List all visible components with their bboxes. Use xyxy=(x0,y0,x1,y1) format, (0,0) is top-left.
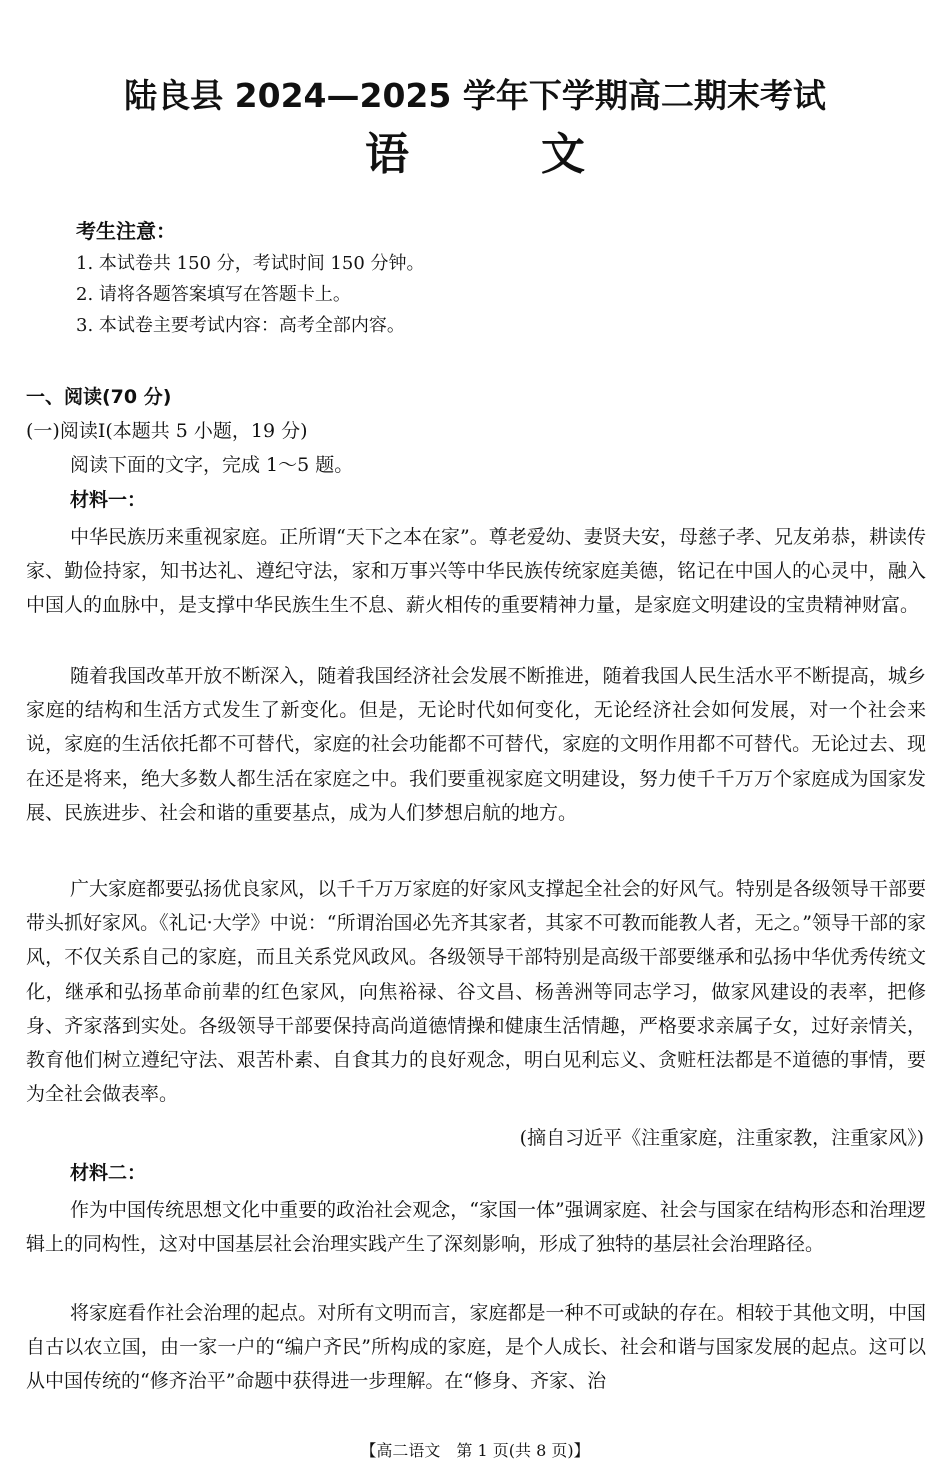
notice-item: 2. 请将各题答案填写在答题卡上。 xyxy=(76,284,351,305)
page-footer: 【高二语文 第 1 页(共 8 页)】 xyxy=(360,1441,590,1460)
material-one-paragraph: 中华民族历来重视家庭。正所谓“天下之本在家”。尊老爱幼、妻贤夫安，母慈子孝、兄友弟恭，耕读传家、勤俭持家，知书达礼、遵纪守法，家和万事兴等中华民族传统家庭美德，铭记在中国人的心灵中，融入中国人的血脉中，是支撑中华民族生生不息、薪火相传的重要精神力量，是家庭文明建设的宝贵精神财富。 xyxy=(26,526,926,617)
section-reading xyxy=(26,380,926,483)
notice-item: 1. 本试卷共 150 分，考试时间 150 分钟。 xyxy=(76,253,425,274)
exam-title: 陆良县 2024—2025 学年下学期高二期末考试 xyxy=(124,76,826,115)
notice-item: 3. 本试卷主要考试内容：高考全部内容。 xyxy=(76,315,405,336)
subject-title: 语 文 xyxy=(365,129,585,180)
material-two-paragraph: 作为中国传统思想文化中重要的政治社会观念，“家国一体”强调家庭、社会与国家在结构形态和治理逻辑上的同构性，这对中国基层社会治理实践产生了深刻影响，形成了独特的基层社会治理路径。 xyxy=(26,1199,926,1256)
notice-heading: 考生注意： xyxy=(76,219,176,243)
material-two-paragraph: 将家庭看作社会治理的起点。对所有文明而言，家庭都是一种不可或缺的存在。相较于其他文明，中国自古以农立国，由一家一户的“编户齐民”所构成的家庭，是个人成长、社会和谐与国家发展的起点。这可以从中国传统的“修齐治平”命题中获得进一步理解。在“修身、齐家、治 xyxy=(26,1302,926,1393)
section-instruction: 阅读下面的文字，完成 1～5 题。 xyxy=(70,454,354,477)
material-one-paragraph: 随着我国改革开放不断深入，随着我国经济社会发展不断推进，随着我国人民生活水平不断提高，城乡家庭的结构和生活方式发生了新变化。但是，无论时代如何变化，无论经济社会如何发展，对一个社会来说，家庭的生活依托都不可替代，家庭的社会功能都不可替代，家庭的文明作用都不可替代。无论过去、现在还是将来，绝大多数人都生活在家庭之中。我们要重视家庭文明建设，努力使千千万万个家庭成为国家发展、民族进步、社会和谐的重要基点，成为人们梦想启航的地方。 xyxy=(26,665,926,824)
material-one-paragraph: 广大家庭都要弘扬优良家风，以千千万万家庭的好家风支撑起全社会的好风气。特别是各级领导干部要带头抓好家风。《礼记·大学》中说：“所谓治国必先齐其家者，其家不可教而能教人者，无之。”领导干部的家风，不仅关系自己的家庭，而且关系党风政风。各级领导干部特别是高级干部要继承和弘扬中华优秀传统文化，继承和弘扬革命前辈的红色家风，向焦裕禄、谷文昌、杨善洲等同志学习，做家风建设的表率，把修身、齐家落到实处。各级领导干部要保持高尚道德情操和健康生活情趣，严格要求亲属子女，过好亲情关，教育他们树立遵纪守法、艰苦朴素、自食其力的良好观念，明白见利忘义、贪赃枉法都是不道德的事情，要为全社会做表率。 xyxy=(26,878,926,1106)
notice-block xyxy=(76,214,896,341)
material-two-label: 材料二： xyxy=(70,1162,147,1184)
material-one-label: 材料一： xyxy=(70,489,147,511)
section-subtitle: (一)阅读Ⅰ(本题共 5 小题，19 分) xyxy=(26,420,308,443)
section-title: 一、阅读(70 分) xyxy=(26,386,172,408)
material-one-source: (摘自习近平《注重家庭，注重家教，注重家风》) xyxy=(519,1127,924,1149)
